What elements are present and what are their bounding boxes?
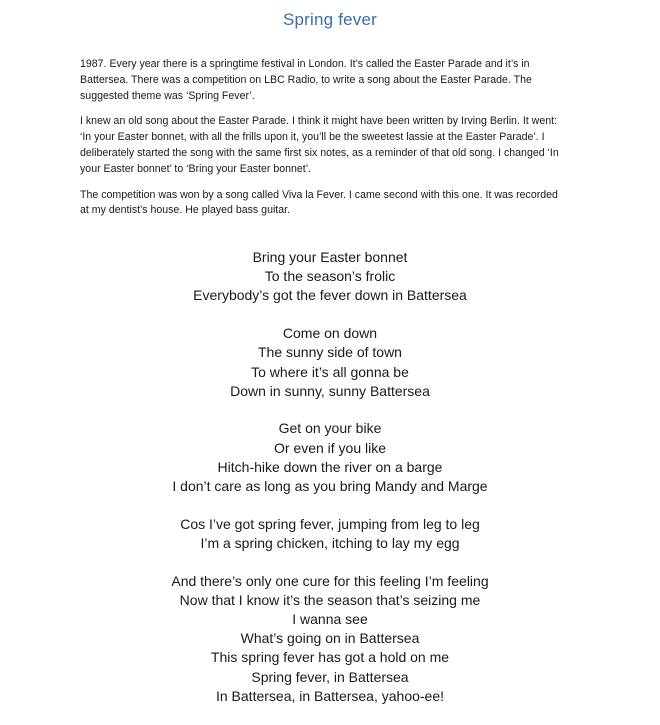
lyrics-stanza [0,572,660,706]
page-title: Spring fever [282,10,378,29]
lyric-line: This spring fever has got a hold on me [210,649,450,666]
intro-text [80,57,568,229]
paragraph: The competition was won by a song called Viva la Fever. I came second with this one. It was recorded at my dentist’s house. He played bass guitar. [80,188,558,217]
lyric-line: I’m a spring chicken, itching to lay my egg [200,534,460,551]
lyric-line: Hitch-hike down the river on a barge [217,458,443,475]
lyric-line: Everybody’s got the fever down in Battersea [193,287,467,304]
lyric-line: What’s going on in Battersea [240,630,420,647]
lyrics-stanza [0,419,660,496]
lyric-line: Down in sunny, sunny Battersea [230,382,430,399]
lyric-line: I wanna see [292,611,368,628]
song-lyrics [0,248,660,725]
lyric-line: Get on your bike [278,420,382,437]
lyric-line: The sunny side of town [258,344,402,361]
lyric-line: And there’s only one cure for this feeling I’m feeling [171,572,489,589]
paragraph: 1987. Every year there is a springtime festival in London. It’s called the Easter Parade and it’s in Battersea. There was a competition on LBC Radio, to write a song about the Easter Parade. The suggested theme was ‘Spring Fever’. [80,58,532,102]
lyric-line: Or even if you like [273,439,387,456]
lyric-line: To the season’s frolic [264,268,396,285]
lyric-line: Come on down [282,325,378,342]
lyric-line: To where it’s all gonna be [251,363,409,380]
lyric-line: In Battersea, in Battersea, yahoo-ee! [215,687,445,704]
paragraph: I knew an old song about the Easter Parade. I think it might have been written by Irving Berlin. It went: ‘In your Easter bonnet, with all the frills upon it, you’ll be the sweetest lassie at the Easter Parade’. I deliberately started the song with the same first six notes, as a reminder of that old song. I changed ‘In your Easter bonnet’ to ‘Bring your Easter bonnet’. [80,115,559,175]
lyrics-stanza [0,324,660,401]
lyric-line: Now that I know it’s the season that’s seizing me [179,591,481,608]
lyric-line: I don’t care as long as you bring Mandy and Marge [172,478,488,495]
lyrics-stanza [0,248,660,306]
lyric-line: Cos I’ve got spring fever, jumping from leg to leg [180,515,480,532]
lyrics-stanza [0,515,660,553]
lyric-line: Spring fever, in Battersea [251,668,409,685]
lyric-line: Bring your Easter bonnet [252,249,408,265]
